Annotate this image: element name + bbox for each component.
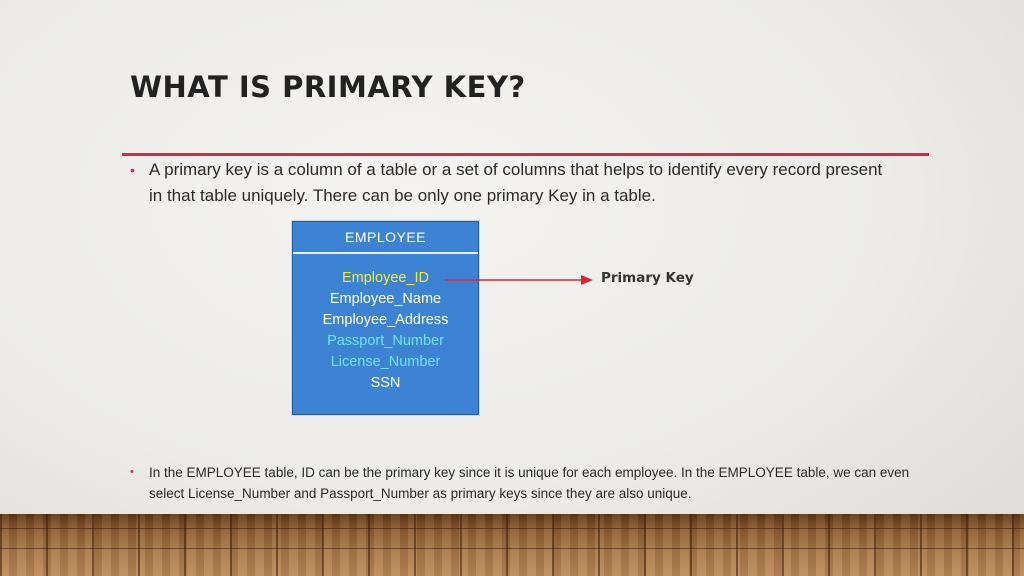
bullet-item [130, 157, 890, 209]
bullet-text: In the EMPLOYEE table, ID can be the primary key since it is unique for each employee. In the EMPLOYEE table, we can even select License_Number and Passport_Number as primary keys since they are also unique. [149, 465, 910, 501]
wood-floor-decoration [0, 514, 1024, 576]
floor-seam [0, 548, 1024, 549]
field-ssn: SSN [370, 375, 401, 391]
field-passport-number: Passport_Number [327, 333, 444, 349]
field-employee-address: Employee_Address [322, 312, 449, 328]
table-header: EMPLOYEE [293, 222, 478, 254]
bullet-dot-icon: • [130, 162, 135, 178]
field-license-number: License_Number [330, 354, 441, 370]
bullet-text: A primary key is a column of a table or a set of columns that helps to identify every record present in that table uniquely. There can be only one primary Key in a table. [149, 160, 883, 205]
arrow-icon [445, 272, 595, 288]
floor-seam [0, 528, 1024, 529]
primary-key-label: Primary Key [601, 270, 694, 286]
field-employee-name: Employee_Name [329, 291, 442, 307]
title-divider [122, 153, 929, 156]
employee-table-diagram [292, 221, 479, 415]
bullet-item [130, 462, 930, 504]
slide-title: WHAT IS PRIMARY KEY? [130, 70, 526, 104]
bullet-dot-icon: • [130, 466, 134, 478]
field-employee-id: Employee_ID [341, 270, 430, 286]
